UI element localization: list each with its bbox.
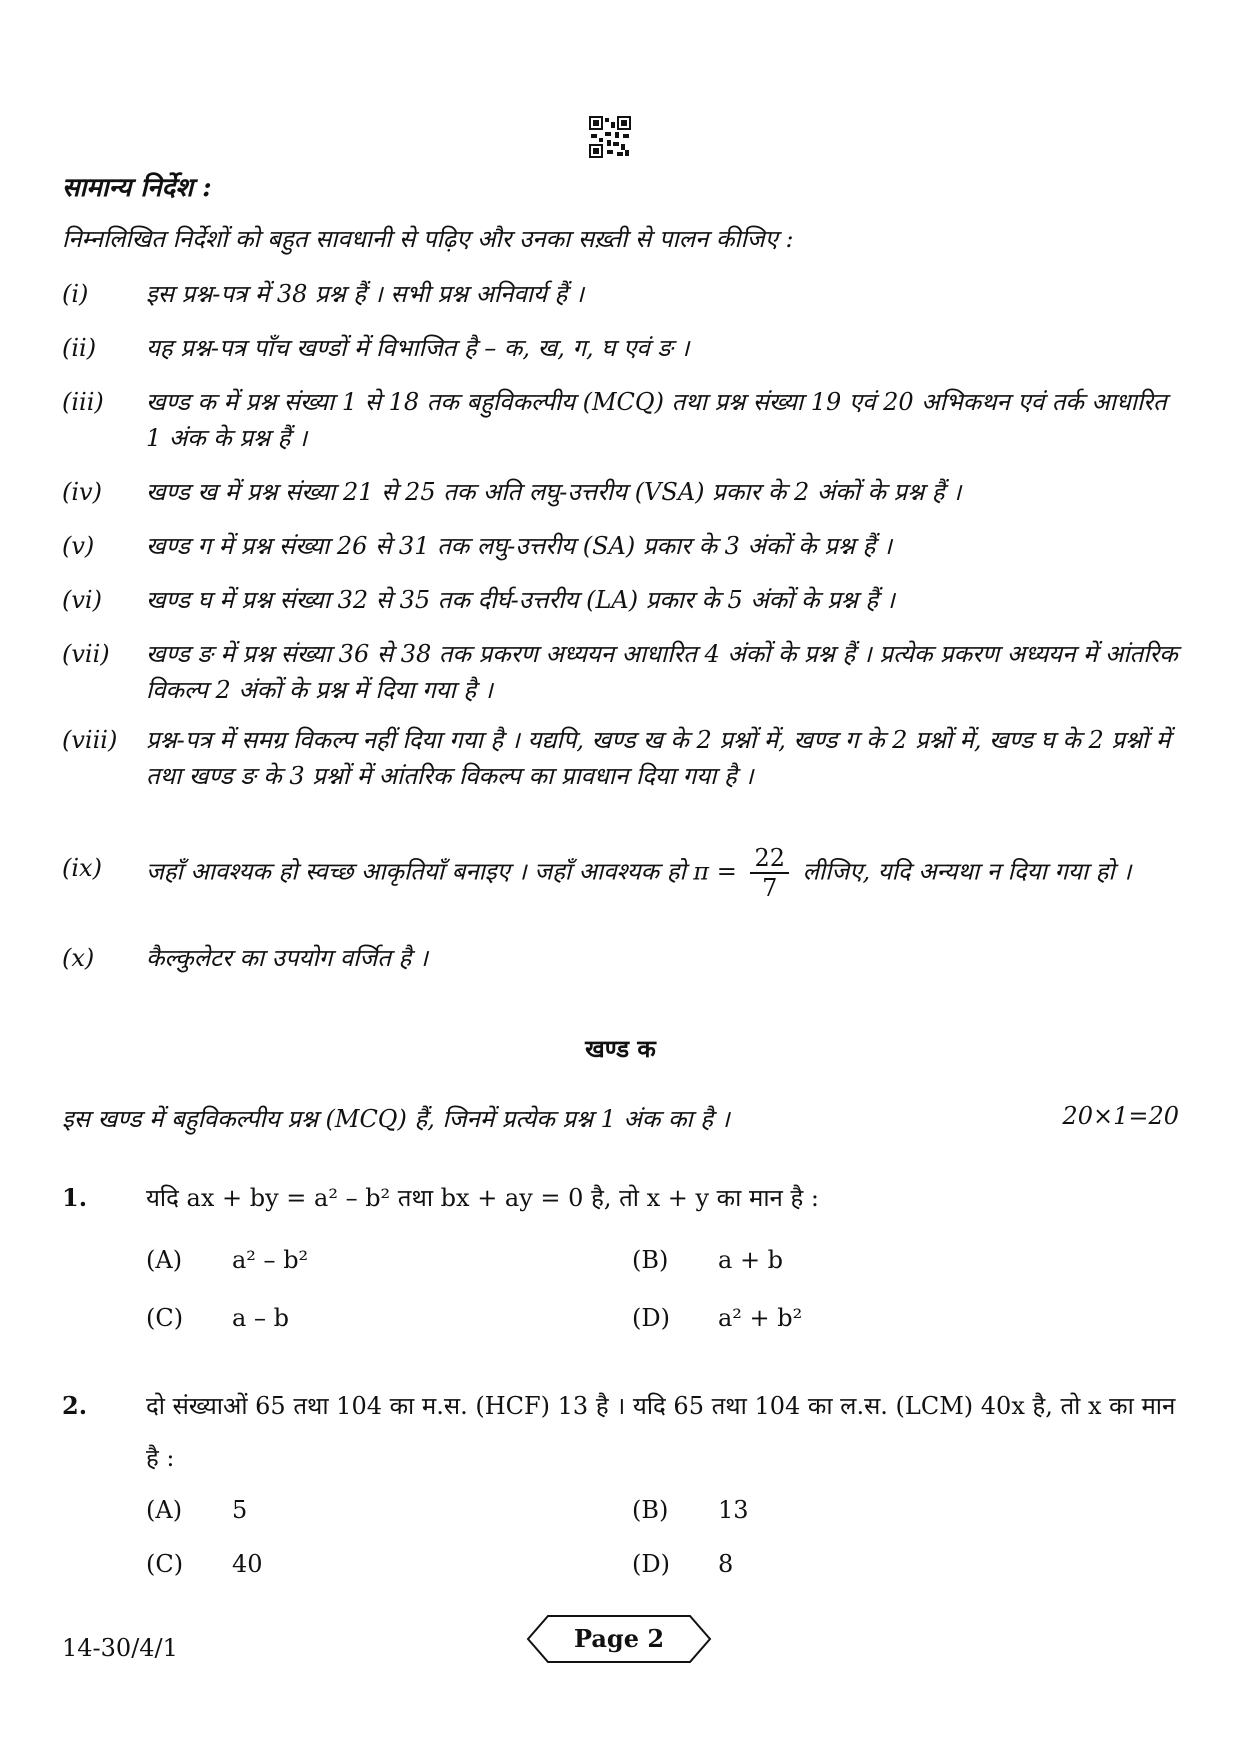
fraction-numerator: 22 <box>750 844 789 874</box>
instruction-text: खण्ड ख में प्रश्न संख्या 21 से 25 तक अति लघु-उत्तरीय (VSA) प्रकार के 2 अंकों के प्रश्न हैं । <box>146 478 962 506</box>
instruction-number: (v) <box>62 532 95 560</box>
instruction-number: (ix) <box>62 854 102 882</box>
question-text: यदि ax + by = a² – b² तथा bx + ay = 0 है, तो x + y का मान है : <box>146 1184 819 1212</box>
option <box>632 1550 733 1578</box>
instruction-text-before: जहाँ आवश्यक हो स्वच्छ आकृतियाँ बनाइए । जहाँ आवश्यक हो π = <box>146 857 737 886</box>
instruction-number: (vi) <box>62 586 102 614</box>
section-description: इस खण्ड में बहुविकल्पीय प्रश्न (MCQ) हैं, जिनमें प्रत्येक प्रश्न 1 अंक का है । <box>62 1105 730 1133</box>
instruction-text-after: लीजिए, यदि अन्यथा न दिया गया हो । <box>802 857 1132 886</box>
option-value: a² – b² <box>232 1246 309 1274</box>
option-value: 40 <box>232 1550 263 1578</box>
instruction-number: (i) <box>62 280 89 308</box>
option-label: (D) <box>632 1304 670 1332</box>
instruction-number: (vii) <box>62 640 110 668</box>
instruction-text: यह प्रश्न-पत्र पाँच खण्डों में विभाजित है – क, ख, ग, घ एवं ङ । <box>146 334 690 362</box>
page-number: Page 2 <box>573 1624 665 1653</box>
option-value: 8 <box>718 1550 734 1578</box>
instruction-text <box>146 844 1182 902</box>
option-value: 5 <box>232 1496 248 1524</box>
option <box>146 1304 289 1332</box>
instruction-text: खण्ड क में प्रश्न संख्या 1 से 18 तक बहुविकल्पीय (MCQ) तथा प्रश्न संख्या 19 एवं 20 अभिकथन एवं तर्क आधारित 1 अंक के प्रश्न हैं । <box>146 388 1167 452</box>
question-number: 2. <box>62 1391 88 1420</box>
general-instructions-heading: सामान्य निर्देश : <box>62 173 212 203</box>
instruction-number: (x) <box>62 944 95 972</box>
option-label: (A) <box>146 1246 183 1274</box>
instruction-text: इस प्रश्न-पत्र में 38 प्रश्न हैं । सभी प्रश्न अनिवार्य हैं । <box>146 280 585 308</box>
instruction-number: (iii) <box>62 388 104 416</box>
instruction-text: खण्ड घ में प्रश्न संख्या 32 से 35 तक दीर्घ-उत्तरीय (LA) प्रकार के 5 अंकों के प्रश्न हैं । <box>146 586 895 614</box>
option-value: a² + b² <box>718 1304 803 1332</box>
question-text: दो संख्याओं 65 तथा 104 का म.स. (HCF) 13 है । यदि 65 तथा 104 का ल.स. (LCM) 40x है, तो x का मान है : <box>146 1392 1176 1472</box>
instruction-number: (viii) <box>62 726 118 754</box>
qr-code-icon <box>589 116 631 158</box>
option <box>632 1246 783 1274</box>
option-label: (A) <box>146 1496 183 1524</box>
option-label: (C) <box>146 1550 184 1578</box>
pi-fraction <box>750 844 789 902</box>
section-title: खण्ड क <box>585 1034 656 1063</box>
instructions-intro: निम्नलिखित निर्देशों को बहुत सावधानी से पढ़िए और उनका सख़्ती से पालन कीजिए : <box>62 225 794 253</box>
option-value: a – b <box>232 1304 289 1332</box>
option-label: (B) <box>632 1246 669 1274</box>
option <box>632 1304 802 1332</box>
question-number: 1. <box>62 1183 88 1212</box>
paper-code: 14-30/4/1 <box>62 1634 178 1662</box>
option <box>632 1496 749 1524</box>
option-label: (D) <box>632 1550 670 1578</box>
instruction-text: खण्ड ग में प्रश्न संख्या 26 से 31 तक लघु-उत्तरीय (SA) प्रकार के 3 अंकों के प्रश्न हैं । <box>146 532 892 560</box>
option-value: a + b <box>718 1246 784 1274</box>
instruction-text: प्रश्न-पत्र में समग्र विकल्प नहीं दिया गया है । यद्यपि, खण्ड ख के 2 प्रश्नों में, खण्ड ग के 2 प्रश्नों में, खण्ड घ के 2 प्रश्नों में तथा खण्ड ङ के 3 प्रश्नों में आंतरिक विकल्प का प्रावधान दिया गया है । <box>146 726 1171 790</box>
instruction-text: खण्ड ङ में प्रश्न संख्या 36 से 38 तक प्रकरण अध्ययन आधारित 4 अंकों के प्रश्न हैं । प्रत्येक प्रकरण अध्ययन में आंतरिक विकल्प 2 अंकों के प्रश्न में दिया गया है । <box>146 640 1178 704</box>
option <box>146 1550 263 1578</box>
fraction-denominator: 7 <box>762 874 778 902</box>
option-label: (B) <box>632 1496 669 1524</box>
instruction-text: कैल्कुलेटर का उपयोग वर्जित है । <box>146 944 428 972</box>
section-marks: 20×1=20 <box>1062 1102 1179 1130</box>
option <box>146 1496 247 1524</box>
option-label: (C) <box>146 1304 184 1332</box>
instruction-number: (iv) <box>62 478 102 506</box>
option-value: 13 <box>718 1496 749 1524</box>
instruction-number: (ii) <box>62 334 97 362</box>
option <box>146 1246 308 1274</box>
